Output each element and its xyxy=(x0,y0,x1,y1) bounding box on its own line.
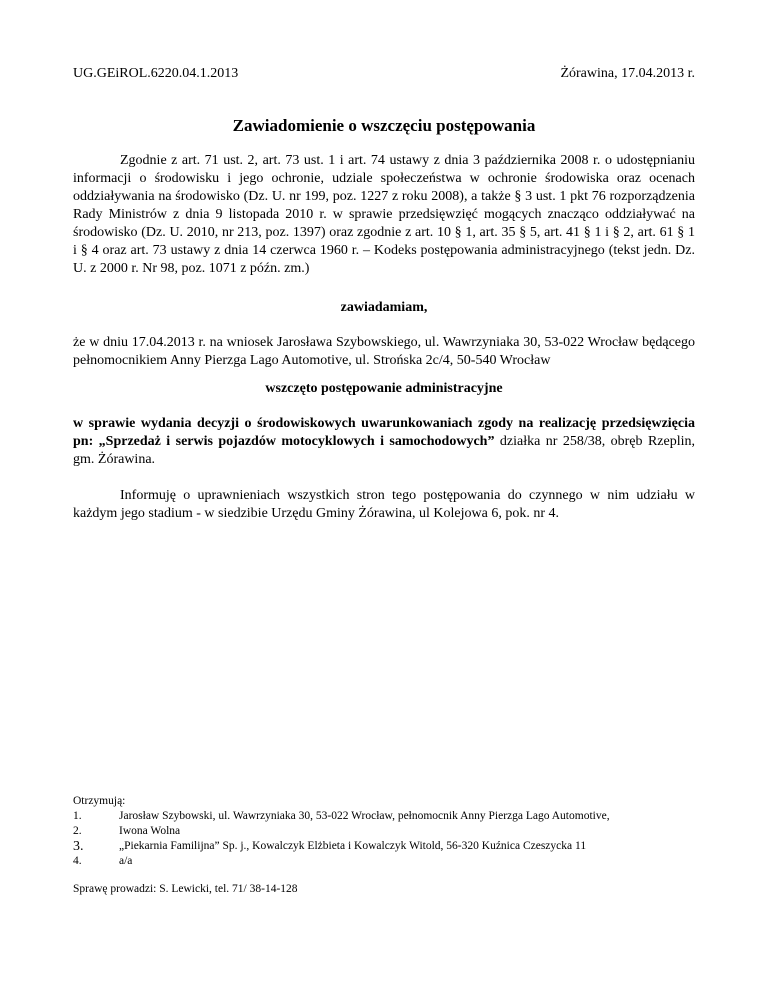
legal-basis-paragraph: Zgodnie z art. 71 ust. 2, art. 73 ust. 1 i art. 74 ustawy z dnia 3 października 2008 r. o udostępnianiu informacji o środowisku i jego ochronie, udziale społeczeństwa w ochronie środowiska oraz ocenach oddziaływania na środowisko (Dz. U. nr 199, poz. 1227 z roku 2008), a także § 3 ust. 1 pkt 76 rozporządzenia Rady Ministrów z dnia 9 listopada 2010 r. w sprawie przedsięwzięć mogących znacząco oddziaływać na środowisko (Dz. U. 2010, nr 213, poz. 1397) oraz zgodnie z art. 10 § 1, art. 35 § 5, art. 41 § 1 i § 2, art. 61 § 1 i § 4 oraz art. 73 ustawy z dnia 14 czerwca 1960 r. – Kodeks postępowania administracyjnego (tekst jedn. Dz. U. z 2000 r. Nr 98, poz. 1071 z późn. zm.) xyxy=(73,153,695,276)
subject-bold-text: w sprawie wydania decyzji o środowiskowych uwarunkowaniach zgody na realizację przedsięwzięcia pn: „Sprzedaż i serwis pojazdów motocyklowych i samochodowych” xyxy=(73,416,695,449)
place-and-date: Żórawina, 17.04.2013 r. xyxy=(560,66,695,81)
list-item-text: a/a xyxy=(119,855,133,867)
list-item-number: 4. xyxy=(73,855,82,867)
rights-paragraph: Informuję o uprawnieniach wszystkich stron tego postępowania do czynnego w nim udziału w każdym jego stadium - w siedzibie Urzędu Gminy Żórawina, ul Kolejowa 6, pok. nr 4. xyxy=(73,488,695,521)
subject-plot-text: działka nr 258/38, obręb Rzeplin, gm. Żórawina. xyxy=(73,434,695,467)
list-item-number: 2. xyxy=(73,825,82,837)
list-item xyxy=(73,839,713,854)
subject-paragraph xyxy=(73,415,695,469)
document-title: Zawiadomienie o wszczęciu postępowania xyxy=(232,116,536,135)
reference-number: UG.GEiROL.6220.04.1.2013 xyxy=(73,66,239,81)
list-item-text: „Piekarnia Familijna” Sp. j., Kowalczyk Elżbieta i Kowalczyk Witold, 56-320 Kuźnica Czeszycka 11 xyxy=(119,840,587,852)
announcement-heading: zawiadamiam, xyxy=(340,300,428,315)
list-item xyxy=(73,854,713,869)
list-item xyxy=(73,824,713,839)
recipients-heading: Otrzymują: xyxy=(73,795,126,807)
list-item-number: 1. xyxy=(73,810,82,822)
list-item xyxy=(73,809,713,824)
request-paragraph: że w dniu 17.04.2013 r. na wniosek Jarosława Szybowskiego, ul. Wawrzyniaka 30, 53-022 Wrocław będącego pełnomocnikiem Anny Pierzga Lago Automotive, ul. Strońska 2c/4, 50-540 Wrocław xyxy=(73,335,695,368)
list-item-text: Jarosław Szybowski, ul. Wawrzyniaka 30, 53-022 Wrocław, pełnomocnik Anny Pierzga Lago Automotive, xyxy=(119,810,610,822)
case-handler-line: Sprawę prowadzi: S. Lewicki, tel. 71/ 38-14-128 xyxy=(73,883,298,895)
recipients-list xyxy=(73,794,713,869)
list-item-number: 3. xyxy=(73,839,84,854)
initiated-heading: wszczęto postępowanie administracyjne xyxy=(265,381,503,396)
list-item-text: Iwona Wolna xyxy=(119,825,181,837)
